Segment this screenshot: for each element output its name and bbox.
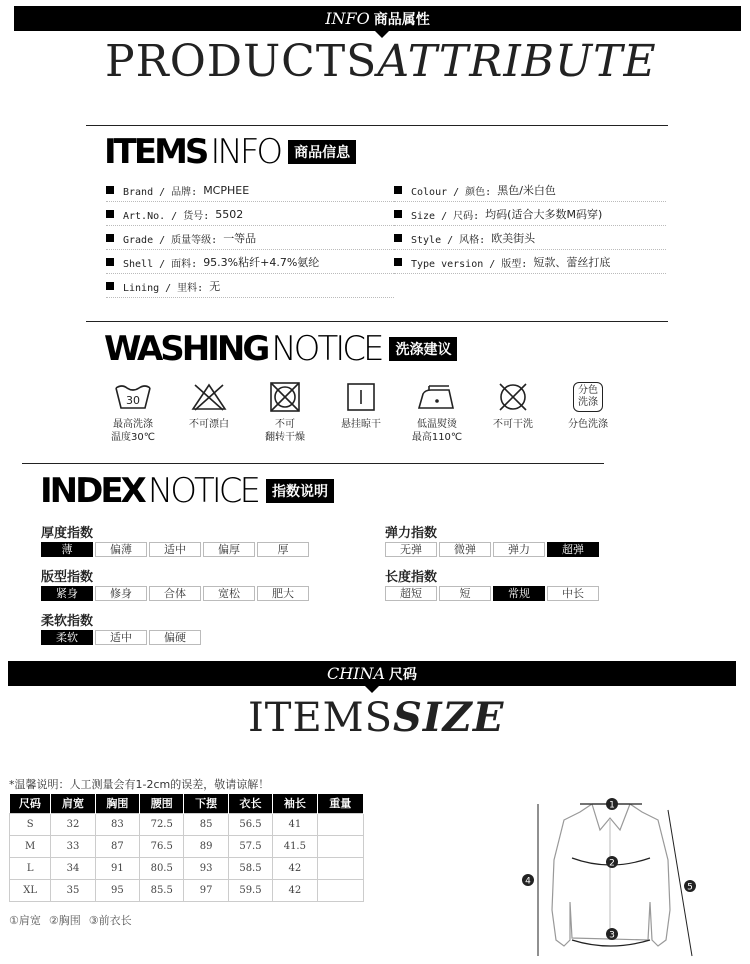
attr-value: 欧美街头: [491, 232, 536, 245]
size-table-cell: 93: [184, 857, 228, 879]
index-option: 超短: [385, 586, 437, 601]
index-option: 肥大: [257, 586, 309, 601]
washing-tag: 洗涤建议: [389, 337, 457, 361]
shirt-outline: [552, 804, 670, 946]
index-option: 弹力: [493, 542, 545, 557]
banner-zh: 商品属性: [373, 11, 430, 28]
items-info-bold: ITEMS: [104, 132, 207, 172]
size-table-cell: 95: [95, 879, 139, 901]
index-tag: 指数说明: [266, 479, 334, 503]
size-table-header-cell: 腰围: [140, 794, 184, 813]
index-option: 薄: [41, 542, 93, 557]
washing-thin: NOTICE: [271, 329, 382, 369]
attr-row: [106, 251, 394, 274]
size-table: [9, 794, 364, 902]
size-table-header-cell: 胸围: [95, 794, 139, 813]
index-thin: NOTICE: [147, 471, 258, 511]
items-info-tag: 商品信息: [288, 140, 356, 164]
attr-key: Art.No. / 货号:: [123, 210, 210, 222]
attr-value: 95.3%粘纤+4.7%氨纶: [203, 256, 320, 269]
size-table-cell: 34: [51, 857, 95, 879]
banner-en: INFO: [325, 9, 370, 28]
index-bold: INDEX: [40, 471, 144, 511]
index-option: 修身: [95, 586, 147, 601]
items-info-heading: [104, 132, 356, 172]
size-table-cell: S: [10, 813, 51, 835]
size-table-header: [10, 794, 364, 813]
attr-key: Brand / 品牌:: [123, 186, 198, 198]
attr-row: [394, 179, 666, 202]
index-rule: [22, 463, 604, 464]
bullet-square-icon: [394, 234, 402, 242]
wash-label: 翻转干燥: [265, 432, 305, 443]
size-table-cell: [317, 835, 363, 857]
size-table-cell: 76.5: [140, 835, 184, 857]
index-option: 微弹: [439, 542, 491, 557]
size-table-cell: M: [10, 835, 51, 857]
mark-3: 3: [609, 930, 615, 941]
index-option: 宽松: [203, 586, 255, 601]
index-option: 合体: [149, 586, 201, 601]
attr-key: Type version / 版型:: [411, 258, 528, 270]
index-heading: [40, 471, 334, 511]
separate-wash-symbol: 洗涤: [578, 397, 598, 408]
separate-wash-symbol: 分色: [578, 385, 598, 396]
attr-key: Colour / 颜色:: [411, 186, 492, 198]
size-table-cell: 35: [51, 879, 95, 901]
size-table-cell: 42: [273, 857, 317, 879]
line-dry-icon: [341, 382, 381, 412]
size-table-cell: 42: [273, 879, 317, 901]
attr-value: 均码(适合大多数M码穿): [485, 208, 603, 221]
size-table-cell: 33: [51, 835, 95, 857]
index-option: 柔软: [41, 630, 93, 645]
bullet-square-icon: [106, 282, 114, 290]
no-bleach-item: [179, 382, 239, 431]
attr-key: Style / 风格:: [411, 234, 486, 246]
attr-row: [106, 227, 394, 250]
line-dry-item: [331, 382, 391, 431]
table-row: [10, 857, 364, 879]
legend-item: ②胸围: [48, 914, 81, 927]
attr-row: [106, 203, 394, 226]
wash-label: 悬挂晾干: [341, 419, 381, 430]
size-table-cell: 41: [273, 813, 317, 835]
wash-label: 不可: [275, 419, 295, 430]
index-option: 适中: [95, 630, 147, 645]
attr-row: [394, 251, 666, 274]
attribute-word: ATTRIBUTE: [377, 36, 657, 87]
attr-value: 5502: [215, 207, 244, 221]
attr-value: 短款、蕾丝打底: [533, 256, 611, 269]
table-row: [10, 813, 364, 835]
legend-item: ③前衣长: [88, 914, 132, 927]
length-title: 长度指数: [385, 570, 438, 585]
washing-heading: [104, 329, 457, 369]
attr-value: 黑色/米白色: [497, 184, 556, 197]
index-option: 偏薄: [95, 542, 147, 557]
no-bleach-icon: [189, 382, 229, 412]
size-table-cell: 56.5: [228, 813, 272, 835]
index-option: 偏硬: [149, 630, 201, 645]
bullet-square-icon: [394, 186, 402, 194]
index-option: 偏厚: [203, 542, 255, 557]
size-note: *温馨说明：人工测量会有1-2cm的误差，敬请谅解！: [9, 778, 270, 791]
size-table-header-cell: 袖长: [273, 794, 317, 813]
size-word: SIZE: [393, 694, 505, 741]
shirt-measure-diagram: [520, 790, 700, 960]
attr-key: Size / 尺码:: [411, 210, 480, 222]
size-table-cell: 57.5: [228, 835, 272, 857]
items-info-thin: INFO: [210, 132, 281, 172]
length-scale: [385, 586, 601, 601]
mark-1: 1: [609, 800, 615, 811]
no-dry-clean-item: [483, 382, 543, 431]
attr-row: [106, 179, 394, 202]
banner-notch: [365, 686, 379, 693]
bullet-square-icon: [106, 210, 114, 218]
wash-30-icon: [113, 382, 153, 412]
products-word: PRODUCTS: [105, 36, 378, 87]
banner-zh: 尺码: [389, 666, 418, 683]
items-info-rule: [86, 125, 668, 126]
size-table-header-cell: 重量: [317, 794, 363, 813]
mark-5: 5: [687, 882, 693, 893]
fit-scale: [41, 586, 311, 601]
size-table-cell: 58.5: [228, 857, 272, 879]
wash-label: 不可干洗: [493, 419, 533, 430]
iron-low-item: [407, 382, 467, 444]
hem-line: [572, 940, 650, 946]
no-dry-clean-icon: [493, 382, 533, 412]
legend-item: ①肩宽: [9, 914, 41, 927]
size-table-cell: 91: [95, 857, 139, 879]
size-table-cell: 89: [184, 835, 228, 857]
size-table-cell: 72.5: [140, 813, 184, 835]
wash-label: 最高洗涤: [113, 419, 153, 430]
thickness-scale: [41, 542, 311, 557]
attr-key: Shell / 面料:: [123, 258, 198, 270]
attr-value: 一等品: [223, 232, 257, 245]
mark-2: 2: [609, 858, 615, 869]
size-table-cell: XL: [10, 879, 51, 901]
size-table-cell: 41.5: [273, 835, 317, 857]
info-banner: [14, 6, 741, 31]
bullet-square-icon: [394, 210, 402, 218]
index-option: 超弹: [547, 542, 599, 557]
size-table-cell: [317, 857, 363, 879]
wash-label: 不可漂白: [189, 419, 229, 430]
size-table-cell: 83: [95, 813, 139, 835]
table-row: [10, 879, 364, 901]
size-table-header-cell: 下摆: [184, 794, 228, 813]
no-tumble-dry-item: [255, 382, 315, 444]
bullet-square-icon: [106, 234, 114, 242]
size-table-header-cell: 衣长: [228, 794, 272, 813]
size-table-cell: [317, 879, 363, 901]
size-table-header-cell: 肩宽: [51, 794, 95, 813]
size-table-cell: [317, 813, 363, 835]
index-option: 中长: [547, 586, 599, 601]
index-option: 紧身: [41, 586, 93, 601]
size-table-header-cell: 尺码: [10, 794, 51, 813]
bullet-square-icon: [394, 258, 402, 266]
wash-label: 分色洗涤: [568, 419, 608, 430]
index-option: 短: [439, 586, 491, 601]
items-size-title: [248, 695, 504, 741]
index-option: 适中: [149, 542, 201, 557]
index-option: 常规: [493, 586, 545, 601]
attr-key: Lining / 里料:: [123, 282, 204, 294]
iron-low-icon: [415, 382, 459, 412]
china-size-banner: [8, 661, 736, 686]
wash-label: 最高110℃: [411, 432, 463, 443]
size-table-cell: 59.5: [228, 879, 272, 901]
wash-label: 低温熨烫: [417, 419, 457, 430]
separate-wash-item: [558, 382, 618, 431]
index-option: 厚: [257, 542, 309, 557]
size-table-cell: L: [10, 857, 51, 879]
softness-scale: [41, 630, 203, 645]
attr-value: MCPHEE: [203, 183, 250, 197]
attr-value: 无: [209, 280, 221, 293]
wash-30-symbol: 30: [126, 394, 140, 407]
items-word: ITEMS: [248, 695, 394, 741]
size-table-cell: 85.5: [140, 879, 184, 901]
index-option: 无弹: [385, 542, 437, 557]
size-table-cell: 87: [95, 835, 139, 857]
mark-4: 4: [525, 876, 531, 887]
separate-wash-icon: [573, 382, 603, 412]
measure-legend: [9, 912, 140, 928]
washing-bold: WASHING: [104, 329, 268, 369]
size-table-cell: 80.5: [140, 857, 184, 879]
size-table-cell: 32: [51, 813, 95, 835]
bullet-square-icon: [106, 186, 114, 194]
softness-title: 柔软指数: [41, 614, 94, 629]
wash-label: 温度30℃: [111, 432, 155, 443]
table-row: [10, 835, 364, 857]
wash-30-item: [103, 382, 163, 444]
size-table-cell: 85: [184, 813, 228, 835]
banner-en: CHINA: [326, 664, 386, 683]
fit-title: 版型指数: [41, 570, 94, 585]
elasticity-scale: [385, 542, 601, 557]
attr-row: [394, 203, 666, 226]
attr-row: [394, 227, 666, 250]
no-tumble-dry-icon: [265, 382, 305, 412]
attr-row: [106, 275, 394, 298]
attr-key: Grade / 质量等级:: [123, 234, 218, 246]
size-table-cell: 97: [184, 879, 228, 901]
washing-rule: [86, 321, 668, 322]
bullet-square-icon: [106, 258, 114, 266]
elasticity-title: 弹力指数: [385, 526, 438, 541]
products-attribute-title: [105, 37, 657, 87]
thickness-title: 厚度指数: [41, 526, 94, 541]
